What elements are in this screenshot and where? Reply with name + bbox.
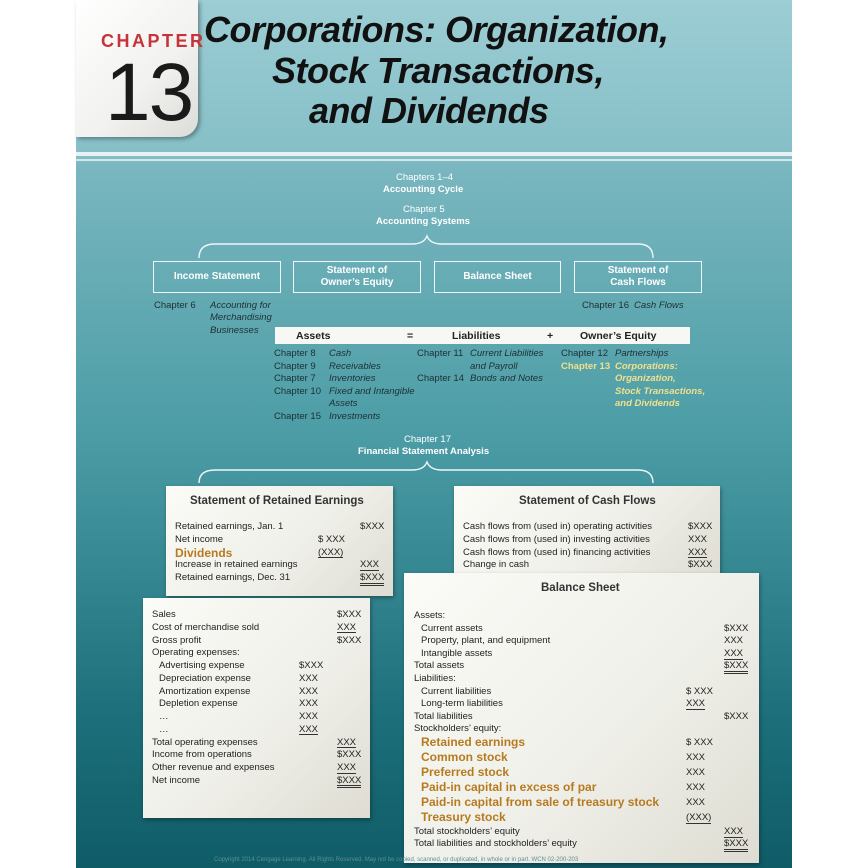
balance-row-total: $XXX [724,839,748,852]
assets-chapter-number: Chapter 10 [274,385,322,397]
assets-chapter-topic: Receivables [329,360,381,372]
chapter-title-line-2: Stock Transactions, [272,50,604,91]
balance-row-total: XXX [724,826,744,837]
equation-equals: = [407,330,414,342]
liabilities-chapter-number: Chapter 11 [417,348,464,359]
flow-top1-chapter: Chapters 1–4 [396,172,454,183]
balance-row-total: $XXX [724,711,749,722]
balance-row-amount: XXX [686,767,706,778]
income-row-label: Operating expenses: [152,647,240,659]
box-cash-flows-label: Statement of Cash Flows [607,264,669,288]
balance-row-label: Liabilities: [414,673,456,684]
income-row-amount: XXX [299,711,319,722]
cash-flows-row-label: Cash flows from (used in) investing activities [463,533,650,545]
box-owners-equity-label: Statement of Owner’s Equity [320,264,394,288]
income-row-label: … [159,711,169,722]
flow-top2-chapter: Chapter 5 [403,204,445,215]
box-owners-equity [293,261,421,293]
liabilities-chapter-number: Chapter 14 [417,373,465,385]
balance-row-total: XXX [724,648,744,659]
current-chapter-topic: Stock Transactions, [615,385,706,397]
chapter-number: 13 [105,47,193,138]
equity-chapter-number: Chapter 12 [561,348,609,359]
retained-row-total: XXX [360,559,380,571]
income-row-total: XXX [337,621,357,633]
balance-row-amount: (XXX) [686,812,712,823]
income-row-label: Gross profit [152,634,202,646]
current-chapter-topic: and Dividends [615,398,680,410]
current-chapter-topic: Organization, [615,373,676,385]
income-row-total: $XXX [337,776,361,789]
current-chapter-topic: Corporations: [615,360,678,372]
balance-row-total: XXX [724,635,744,646]
income-row-amount: XXX [299,723,319,735]
cash-flows-row-label: Cash flows from (used in) financing activities [463,546,651,558]
income-row-total: XXX [337,736,357,748]
balance-row-total: $XXX [724,661,748,674]
copyright-notice: Copyright 2014 Cengage Learning. All Rights Reserved. May not be copied, scanned, or duplicated, in whole or in part. WCN 02-200-203 [214,857,579,863]
balance-row-label: Long-term liabilities [421,698,503,709]
balance-row-label: Property, plant, and equipment [421,635,551,646]
equation-equity: Owner’s Equity [580,330,657,342]
balance-row-label: Current assets [421,623,483,634]
income-row-label: Depletion expense [159,698,238,710]
income-row-label: Total operating expenses [152,736,258,748]
note-chapter-6: Chapter 6 [154,300,196,311]
box-income-statement [153,261,281,293]
note-chapter-16: Chapter 16 [582,300,630,311]
cash-flows-row-label: Change in cash [463,559,530,571]
balance-row-label: Assets: [414,610,446,621]
balance-row-amount: XXX [686,752,706,763]
assets-chapter-topic: Cash [329,348,352,359]
balance-row-amount: XXX [686,698,706,709]
equity-item-highlight: Treasury stock [421,810,506,824]
liabilities-chapter-topic: Current Liabilities [470,348,544,359]
equity-item-highlight: Paid-in capital from sale of treasury stock [421,795,660,809]
assets-chapter-topic: Fixed and Intangible [329,385,415,397]
retained-row-total: $XXX [360,521,385,532]
box-balance-sheet-label: Balance Sheet [463,270,532,282]
income-row-label: Income from operations [152,749,252,761]
income-row-label: … [159,723,169,735]
assets-chapter-number: Chapter 15 [274,411,322,422]
equation-assets: Assets [296,330,331,342]
cash-flows-row-amount: XXX [688,546,708,558]
retained-row-amount: $ XXX [318,533,345,545]
note-merch-3: Businesses [210,325,259,336]
note-merch-1: Accounting for [210,300,271,311]
balance-row-label: Stockholders’ equity: [414,723,502,734]
income-row-label: Cost of merchandise sold [152,621,260,633]
retained-earnings-title: Statement of Retained Earnings [190,495,364,507]
equation-plus: + [547,330,554,342]
income-row-amount: XXX [299,685,319,697]
assets-chapter-number: Chapter 8 [274,348,316,359]
chapter-title-line-1: Corporations: Organization, [204,9,669,50]
balance-row-label: Total liabilities [414,711,473,722]
flow-top2-title: Accounting Systems [376,216,470,227]
note-cash-flows: Cash Flows [634,300,684,311]
balance-row-label: Total stockholders’ equity [414,826,520,837]
balance-row-label: Total liabilities and stockholders’ equity [414,838,577,849]
chapter-title-line-3: and Dividends [309,90,549,131]
liabilities-chapter-topic: and Payroll [470,360,518,372]
box-income-statement-label: Income Statement [173,270,261,282]
income-row-amount: $XXX [299,660,324,671]
income-row-label: Amortization expense [159,685,251,697]
balance-row-amount: $ XXX [686,737,713,748]
equity-item-highlight: Preferred stock [421,765,510,779]
income-row-total: XXX [337,762,357,773]
equation-liabilities: Liabilities [452,330,501,342]
balance-row-total: $XXX [724,623,749,634]
income-row-label: Other revenue and expenses [152,762,275,773]
box-balance-sheet [434,261,561,293]
chapter-label: CHAPTER [101,31,206,51]
retained-row-label: Retained earnings, Jan. 1 [175,521,284,532]
balance-row-amount: $ XXX [686,686,713,697]
balance-row-label: Total assets [414,660,465,671]
income-row-total: $XXX [337,749,362,761]
balance-row-amount: XXX [686,782,706,793]
box-cash-flows [574,261,702,293]
retained-row-label: Increase in retained earnings [175,559,298,571]
assets-chapter-topic: Assets [329,398,358,410]
cash-flows-row-amount: XXX [688,533,708,545]
balance-sheet-title: Balance Sheet [541,582,620,594]
dividends-label: Dividends [175,545,233,560]
assets-chapter-topic: Inventories [329,373,376,385]
assets-chapter-number: Chapter 7 [274,373,316,385]
retained-row-label: Net income [175,533,224,545]
cash-flows-row-amount: $XXX [688,559,713,571]
retained-row-amount: (XXX) [318,546,344,558]
liabilities-chapter-topic: Bonds and Notes [470,373,543,385]
fsa-title: Financial Statement Analysis [358,446,490,457]
flow-top1-title: Accounting Cycle [383,184,464,195]
equity-item-highlight: Retained earnings [421,735,526,749]
income-row-amount: XXX [299,672,319,684]
income-row-label: Sales [152,609,176,620]
equity-chapter-topic: Partnerships [615,348,669,359]
cash-flows-title: Statement of Cash Flows [519,495,656,507]
note-merch-2: Merchandising [210,312,272,323]
income-row-amount: XXX [299,698,319,710]
assets-chapter-topic: Investments [329,411,381,422]
equity-item-highlight: Common stock [421,750,508,764]
income-row-label: Depreciation expense [159,672,251,684]
assets-chapter-number: Chapter 9 [274,360,316,372]
cash-flows-row-label: Cash flows from (used in) operating activities [463,521,653,532]
income-row-label: Advertising expense [159,660,245,671]
income-row-total: $XXX [337,609,362,620]
income-row-total: $XXX [337,634,362,646]
income-row-label: Net income [152,774,201,786]
equity-chapter-number: Chapter 13 [561,360,611,372]
balance-row-label: Current liabilities [421,686,492,697]
cash-flows-row-amount: $XXX [688,521,713,532]
retained-row-label: Retained earnings, Dec. 31 [175,572,291,584]
fsa-chapter: Chapter 17 [404,434,452,445]
balance-row-amount: XXX [686,797,706,808]
equity-item-highlight: Paid-in capital in excess of par [421,780,597,794]
retained-row-total: $XXX [360,573,384,586]
balance-row-label: Intangible assets [421,648,493,659]
